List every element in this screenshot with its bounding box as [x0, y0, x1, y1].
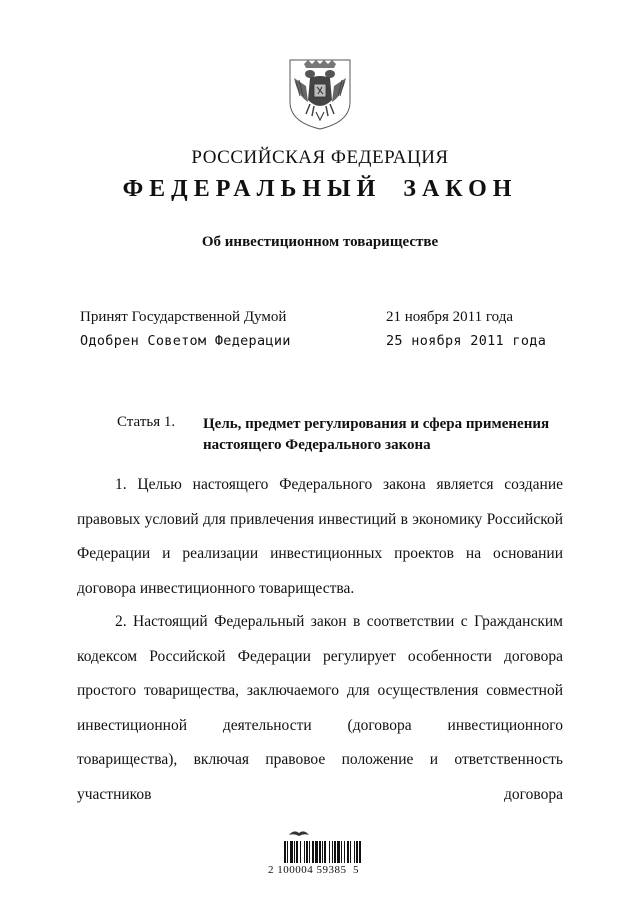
barcode-bar: [300, 841, 301, 863]
barcode-bar: [356, 841, 358, 863]
barcode-bar: [296, 841, 298, 863]
article-paragraph-1: 1. Целью настоящего Федерального закона является создание правовых условий для привлечения инвестиций в экономику Российской Федерации и реализации инвестиционных проектов на основании договора инвестиционного товарищества.: [77, 476, 563, 597]
approval-date: 25 ноября 2011 года: [386, 333, 547, 349]
article-title: Цель, предмет регулирования и сфера применения настоящего Федерального закона: [203, 416, 550, 453]
barcode-bar: [347, 841, 349, 863]
barcode-bar: [337, 841, 340, 863]
barcode-bar: [344, 841, 345, 863]
adoption-date: 21 ноября 2011 года: [386, 309, 514, 325]
adoption-body: Принят Государственной Думой: [80, 309, 287, 325]
barcode-bar: [315, 841, 318, 863]
barcode-number: 2 100004 59385 5: [268, 864, 359, 876]
barcode-bar: [284, 841, 286, 863]
barcode-bar: [309, 841, 310, 863]
barcode-bar: [294, 841, 295, 863]
barcode-bar: [287, 841, 288, 863]
article-paragraph-2: 2. Настоящий Федеральный закон в соответствии с Гражданским кодексом Российской Федерации регулирует особенности договора простого товарищества, заключаемого для осуществления совместной инвестиционной деятельности (договора инвестиционного товарищества), включая правовое положение и ответственность участников договора: [77, 613, 563, 803]
barcode-bar: [324, 841, 326, 863]
barcode-bar: [359, 841, 361, 863]
barcode-bar: [332, 841, 333, 863]
article-number: Статья 1.: [117, 414, 176, 430]
barcode-bar: [304, 841, 305, 863]
approval-body: Одобрен Советом Федерации: [80, 333, 291, 349]
barcode-bar: [306, 841, 308, 863]
barcode-bar: [290, 841, 293, 863]
barcode-bar: [322, 841, 323, 863]
barcode-bar: [312, 841, 314, 863]
country-name: РОССИЙСКАЯ ФЕДЕРАЦИЯ: [191, 147, 449, 168]
barcode-bar: [334, 841, 336, 863]
barcode-bar: [319, 841, 321, 863]
barcode-bar: [329, 841, 330, 863]
coat-of-arms-emblem: [284, 56, 356, 132]
barcode-bar: [350, 841, 351, 863]
barcode-bar: [341, 841, 342, 863]
barcode-bar: [354, 841, 355, 863]
law-title: Об инвестиционном товариществе: [201, 234, 439, 250]
document-type-heading: ФЕДЕРАЛЬНЫЙ ЗАКОН: [122, 176, 518, 202]
